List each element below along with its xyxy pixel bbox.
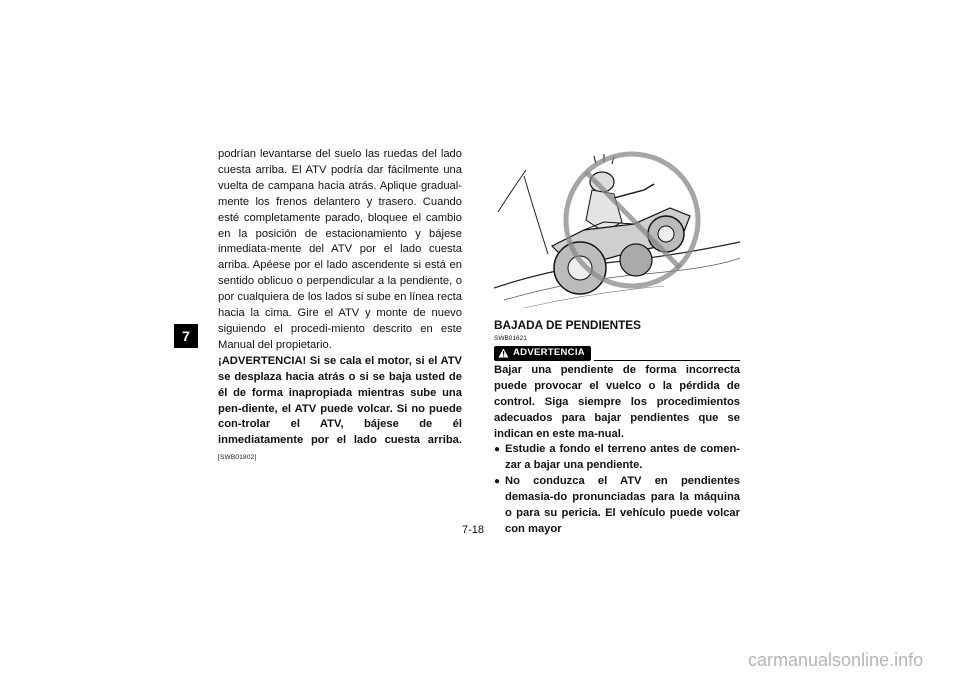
chapter-number: 7 [182,328,190,344]
bullet-item [494,474,740,538]
bullet-text: No conduzca el ATV en pendientes demasia-do pronunciadas para la máquina o para su pericia. El vehículo puede volcar con mayor [505,475,740,535]
section-title: BAJADA DE PENDIENTES [494,318,642,332]
warning-text: Bajar una pendiente de forma incorrecta puede provocar el vuelco o la pérdida de control. Siga siempre los procedimientos adecuados para bajar pendientes que se indican en este ma-nual. [494,363,740,440]
bullet-dot-icon: ● [494,476,501,488]
warning-triangle-icon [498,348,509,358]
warning-label: ADVERTENCIA [513,347,585,359]
warning-badge [494,346,591,361]
watermark: carmanualsonline.info [748,650,924,670]
bullet-item [494,442,740,474]
section-code: SWB01621 [494,334,527,342]
bullet-text: Estudie a fondo el terreno antes de comen-zar a bajar una pendiente. [505,443,740,472]
illustration-no-atv-uphill [494,150,740,310]
warning-paragraph [218,354,462,466]
body-paragraph: podrían levantarse del suelo las ruedas del lado cuesta arriba. El ATV podría dar fácilmente una vuelta de campana hacia atrás. Aplique gradual-mente los frenos delantero y trasero. Cuando esté completamente parado, bloquee el cambio en la posición de estacionamiento y bájese inmediata-mente del ATV por el lado cuesta arriba. Apéese por el lado ascendente si está en sentido oblicuo o perpendicular a la pendiente, o por cualquiera de los lados si sube en línea recta hacia la cima. Gire el ATV y monte de nuevo siguiendo el procedi-miento descrito en este Manual del propietario. [218,148,462,351]
page-number: 7-18 [462,524,485,536]
right-column [494,318,740,538]
chapter-tab [174,324,198,348]
warning-text: ¡ADVERTENCIA! Si se cala el motor, si el ATV se desplaza hacia atrás o si se baja usted de él de forma inapropiada mientras sube una pen-diente, el ATV puede volcar. Si no puede con-trolar el ATV, bájese de él inmediatamente por el lado cuesta arriba. [218,354,462,447]
reference-code: [SWB01802] [218,454,257,462]
warning-header [494,346,740,361]
atv-prohibited-illustration [494,150,740,310]
warning-rule [594,346,740,361]
left-column [218,147,462,466]
bullet-dot-icon: ● [494,444,501,456]
